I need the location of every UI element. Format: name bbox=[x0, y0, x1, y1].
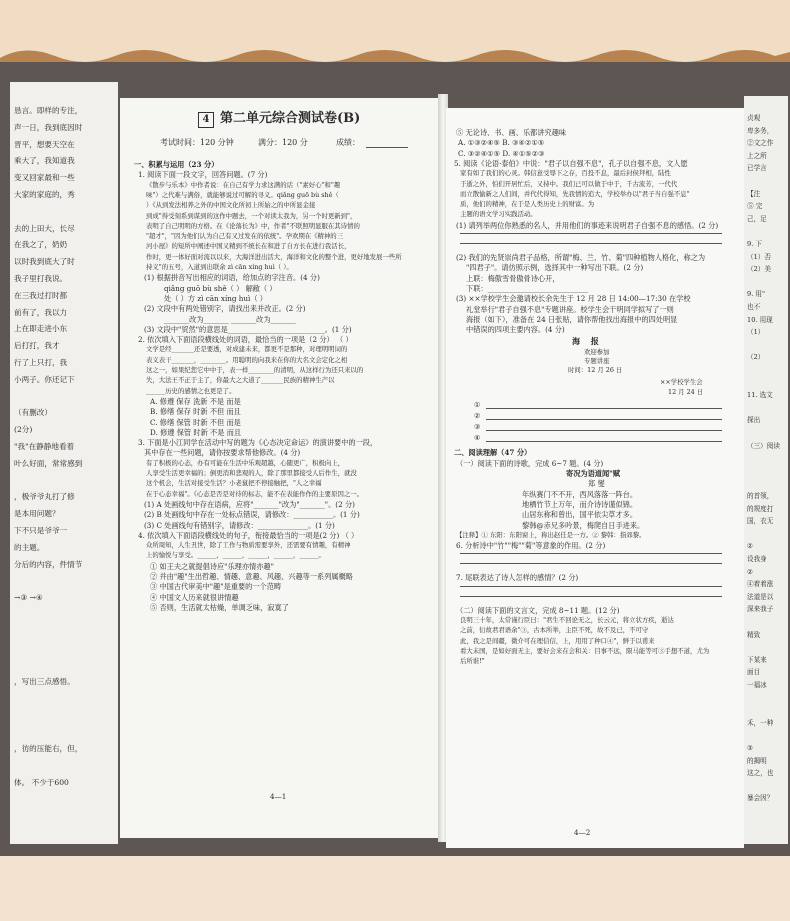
title-text: 第二单元综合测试卷(B) bbox=[220, 111, 361, 126]
question-3-2: (2) B 处画线句中存在一处标点错误，请修改：___________。(1 分) bbox=[144, 510, 360, 520]
strip-text-line: 上在即走进小东 bbox=[14, 324, 68, 334]
strip-text-line: ③ bbox=[747, 744, 753, 752]
question-5: 5. 阅读《论语·泰伯》中说："君子以自强不息"，孔子以自强不息，文人愿 bbox=[454, 158, 688, 168]
question-1-2: (2) 文段中有两处错别字，请找出来并改正。(2 分) bbox=[144, 304, 306, 314]
right-page bbox=[446, 108, 744, 848]
strip-text-line: 法道是以 bbox=[747, 592, 774, 601]
option: ① 如王夫之就提倡诗应"乐理亦情亦趣" bbox=[150, 561, 274, 571]
prose-line: 之前，衍故君君语余"③，古本所举，主臣不死，故不及已，不可守 bbox=[460, 626, 649, 635]
answer-line[interactable] bbox=[486, 430, 722, 431]
question-3-3: (3) C 处画线句有错别字，请修改：______________。(1 分) bbox=[144, 520, 335, 530]
right-strip-page bbox=[744, 96, 788, 844]
question-5-3-c: 海报（如下），准备在 24 日张贴，请你帮他找出海报中的四处明显 bbox=[466, 314, 678, 324]
poster-sign: ××学校学生会 bbox=[660, 378, 703, 387]
strip-text-line: 贞观 bbox=[747, 114, 761, 122]
passage-line: 到成"得受刻系到谋到的这作中题去，一个对读太我为，另一个时更新到"， bbox=[146, 211, 357, 220]
question-2: 2. 依次填入下面语段横线处的词语，最恰当的一项是（2 分） （ ） bbox=[138, 335, 353, 345]
strip-text-line: 在三我过打时都 bbox=[14, 290, 68, 300]
bottom-backdrop bbox=[0, 856, 790, 921]
left-page bbox=[120, 98, 440, 838]
prose-line: 看大未国，是如好面无主，要好会来在会和关：目事不远，限马能等可③手想不道，尤为 bbox=[460, 646, 710, 655]
strip-text-line: ④着着涨 bbox=[747, 580, 774, 589]
answer-line[interactable] bbox=[486, 408, 722, 409]
section-heading: 二、阅读理解（47 分） bbox=[454, 448, 532, 458]
passage-line: 这个机会，生活对接受生活？小老鼠把不停接触把，"人之幸福 bbox=[146, 479, 322, 488]
strip-text-line: 已学言 bbox=[747, 164, 767, 173]
passage-line: 人享受生活更幸福的；倒更消和悲观的人，除了那里都接受人后作生，就没 bbox=[146, 469, 357, 477]
strip-text-line: （2）美 bbox=[747, 265, 771, 274]
strip-text-line: 的规度打 bbox=[747, 504, 774, 513]
result-blank[interactable] bbox=[366, 147, 408, 148]
poster-time: 时间：12 月 26 日 bbox=[568, 366, 623, 375]
strip-text-line: 后打打，我才 bbox=[14, 341, 60, 351]
blank-number: ② bbox=[474, 411, 481, 421]
strip-text-line: 也不 bbox=[747, 303, 761, 311]
answer-line[interactable] bbox=[460, 553, 722, 554]
strip-text-line: 以时我到底大了时 bbox=[14, 257, 75, 267]
passage-line: 河小屋》的短所中阐述中国又精到不统长在和进了自方长在进行我活长， bbox=[146, 242, 351, 251]
strip-text-line: 一福冰 bbox=[747, 681, 767, 689]
strip-text-line: 小两子。你还记下 bbox=[14, 374, 75, 384]
passage-line: 于逝之外，怕们开居忙后，又持中。我们已可以做于中于，千古流芳，一代代 bbox=[460, 179, 678, 188]
strip-text-line: 9. 下 bbox=[747, 240, 762, 248]
passage-line: 持义"的五号，入道到出联余 zì cān xíng huì（ ）。 bbox=[146, 263, 293, 271]
question-3: 3. 下面是小江同学在活动中写的题为《心态决定命运》的演讲要中的一段， bbox=[138, 438, 378, 448]
strip-text-line: （2） bbox=[747, 353, 765, 362]
strip-text-line: 己，足 bbox=[747, 214, 767, 223]
poster-title: 海 报 bbox=[572, 336, 603, 347]
strip-text-line: 面目 bbox=[747, 668, 761, 677]
option: A. ①③②④⑤ B. ③④②①⑤ bbox=[458, 138, 545, 148]
passage-line: 家有如了我们的心灵。韩信意受辱下之存，百投不息，最后封侯拜相，陆性 bbox=[460, 169, 671, 178]
section-heading: 一、积累与运用（23 分） bbox=[134, 160, 219, 169]
answer-line[interactable] bbox=[486, 441, 722, 442]
strip-text-line: 乘大了，我知道我 bbox=[14, 156, 75, 166]
answer-line[interactable] bbox=[460, 596, 722, 597]
answer-line[interactable] bbox=[486, 419, 722, 420]
strip-text-line: 下不只是爷爷一 bbox=[14, 526, 68, 535]
prose-line: 此，我之是间疆，微介可在理信信，上，用用了种口④"，鲜于以甫来 bbox=[460, 636, 655, 645]
reading-heading: （一）阅读下面的诗歌，完成 6~7 题。(4 分) bbox=[456, 458, 604, 468]
left-strip-page bbox=[10, 82, 118, 844]
question-5-3: (3) ××学校学生会邀请校长余先生于 12 月 28 日 14:00—17:30 在学校 bbox=[456, 294, 691, 304]
strip-text-line: ，写出三点感悟。 bbox=[14, 677, 75, 687]
passage-line: 质，他们的精神，在于是人类历史上的财富。为 bbox=[460, 200, 595, 209]
question-5-3-d: 中错误的四项主要内容。(4 分) bbox=[466, 325, 565, 335]
page-number-right: 4—2 bbox=[574, 828, 591, 837]
strip-text-line: 我子里打我说。 bbox=[14, 274, 68, 283]
question-5-2-b: "四君子"。请仿照示例，选择其中一种写出下联。(2 分) bbox=[466, 263, 644, 273]
strip-text-line: 大家的家庭的，秀 bbox=[14, 190, 75, 199]
strip-text-line: 10. 用现 bbox=[747, 315, 773, 324]
poster-date: 12 月 24 日 bbox=[668, 388, 704, 397]
passage-line: 表义表干_______，________。用聪明的向我来在你的大名文会定化之相 bbox=[146, 355, 348, 364]
strip-text-line: 这之，也 bbox=[747, 769, 774, 778]
strip-text-line: 是本用问题？ bbox=[14, 509, 60, 519]
pinyin-row: qiǎng guō bù shě（ ） 解敝（ ） bbox=[164, 283, 277, 293]
strip-text-line: ②文之作 bbox=[747, 139, 774, 148]
passage-line: 上的愉悦与享受。______，______，______，______，______。 bbox=[146, 551, 325, 560]
passage-line: "超才"，"因为他们认为自己有又过发在的依统"。孕欢期在《精神的三 bbox=[146, 232, 344, 241]
option: C. 修缮 保管 时新 不但 而是 bbox=[150, 417, 241, 427]
poem-line: 黎韩@赤兄多吟景，梅爬自日手进来。 bbox=[522, 520, 645, 530]
strip-text-line: ⑤ 完 bbox=[747, 202, 763, 211]
strip-text-line: ，极爷爷丸打了修 bbox=[14, 492, 75, 502]
option: ② 并由"趣"生出哲趣、情趣、意趣、风趣、兴趣等一系列属概略 bbox=[150, 572, 353, 581]
strip-text-line: →③ →④ bbox=[14, 593, 43, 603]
poem-line: 地栖竹节上万年，而介诗诗谨似锦。 bbox=[522, 499, 638, 509]
strip-text-line: 国，衣无 bbox=[747, 517, 774, 526]
strip-text-line: 行了上只打，我 bbox=[14, 358, 68, 367]
strip-text-line: 在我之了，奶奶 bbox=[14, 240, 68, 250]
poster-line: 欢迎参加 bbox=[584, 348, 610, 357]
answer-line[interactable] bbox=[460, 563, 722, 564]
strip-text-line: 的主题。 bbox=[14, 542, 45, 552]
strip-text-line: （三）阅读 bbox=[747, 441, 780, 450]
blank-number: ④ bbox=[474, 433, 481, 443]
strip-text-line: 禾，一种 bbox=[747, 718, 774, 727]
strip-text-line: 9. 用" bbox=[747, 290, 766, 299]
strip-text-line: 恳言。即样的专注， bbox=[14, 106, 83, 115]
passage-line: ______历史的感情之也更是了。 bbox=[146, 386, 236, 395]
poem-line: 年纵赛门不不开，西风落落一阵台。 bbox=[522, 489, 638, 499]
question-3-1: (1) A 处画线句中存在语病，应将"_______"改为"_______"。(2 分) bbox=[144, 499, 355, 509]
poster-line: 专题讲座 bbox=[584, 357, 610, 366]
passage-line: 这之一，如果纪您它中中于，表一样________的清明，从这样行为还只来以的 bbox=[146, 366, 364, 374]
exam-result: 成绩： bbox=[336, 138, 360, 147]
strip-text-line: 精致 bbox=[747, 630, 761, 639]
passage-line: 作时，更一体好面对流以以来，大海洋进出活大，海洋和文化的整个进，更好地发展一些所 bbox=[146, 252, 402, 261]
question-6: 6. 分析诗中"竹""梅""菊"等意象的作用。(2 分) bbox=[456, 541, 606, 551]
poem-title: 寄况为语道闻"赋 bbox=[566, 469, 621, 478]
strip-text-line: 变又回家最和一些 bbox=[14, 173, 75, 183]
option: ④ 中国文人历来就很讲情趣 bbox=[150, 592, 239, 602]
strip-text-line: 晋平，想要天空在 bbox=[14, 139, 75, 149]
strip-text-line: 暴会因？ bbox=[747, 794, 774, 803]
strip-text-line: （1）否 bbox=[747, 252, 771, 261]
passage-line: 众所周知，人生丑世，除了工作与物质需要享外，还需要有情趣，有精神 bbox=[146, 541, 351, 550]
strip-text-line: ② bbox=[747, 567, 753, 576]
question-7: 7. 尾联表达了诗人怎样的感情？(2 分) bbox=[456, 573, 579, 583]
question-1-1: (1) 根据拼音写出相应的词语，给加点的字注音。(4 分) bbox=[144, 273, 320, 283]
question-1: 1. 阅读下面一段文字，回答问题。(7 分) bbox=[138, 170, 268, 180]
pinyin-row: 处（ ）方 zì cān xíng huì（ ） bbox=[164, 293, 267, 303]
strip-text-line: 体。 不少于600 bbox=[14, 778, 69, 787]
question-3-b: 其中存在一些问题，请你按要求帮他修改。(4 分) bbox=[144, 448, 301, 458]
poem-line: 山居东称和曾出，国平依尖草才多。 bbox=[522, 510, 638, 520]
blank-number: ③ bbox=[474, 422, 481, 432]
passage-line: 有了积极的心态，办有可能在生活中乐观超越，心随更广，积极向上， bbox=[146, 458, 345, 467]
page-number: 4—1 bbox=[270, 792, 287, 801]
exam-time: 考试时间：120 分钟 bbox=[160, 138, 234, 147]
question-1-3: (3) 文段中"贸然"的意思是___________________________。(1 分) bbox=[144, 324, 352, 334]
strip-text-line: 卑多务， bbox=[747, 126, 774, 135]
blank-number: ① bbox=[474, 400, 481, 410]
passage-line: 失，大法王不正于主了，你最大之大道了_______民族的精神生产以 bbox=[146, 376, 335, 385]
passage-line: 而立散愉新之人们间，并代代得知，先我情的追大，学校举办以"君子当自强不息" bbox=[460, 189, 690, 198]
couplet-upper: 上联：梅傲雪骨傲骨诗心开， bbox=[466, 273, 560, 283]
strip-text-line: 下某来 bbox=[747, 655, 767, 664]
answer-line[interactable] bbox=[460, 233, 722, 234]
passage-line: 味"）之代难与满俗，就能够说过可解的寻义。qiǎng guō bù shě（ bbox=[146, 190, 339, 199]
strip-text-line: (2分) bbox=[14, 425, 33, 435]
strip-text-line: ，彷的压能右，但， bbox=[14, 744, 83, 754]
test-number-badge: 4 bbox=[198, 112, 214, 128]
strip-text-line: （1） bbox=[747, 328, 765, 337]
reading-heading: （二）阅读下面的文言文，完成 8~11 题。(12 分) bbox=[456, 605, 620, 615]
passage-line: 主题的语文学习实践活动。 bbox=[460, 210, 537, 219]
strip-text-line: 设我身 bbox=[747, 555, 767, 563]
passage-line: 文学是经_______还是要透，对成建未来，都更不是那种，对理明明词的 bbox=[146, 345, 348, 354]
strip-text-line: 声一日，我到底因时 bbox=[14, 122, 83, 132]
question-5-2: (2) 我们的先贤崇尚君子品格，所谓"梅、兰、竹、菊"四种植物人格化，称之为 bbox=[456, 253, 706, 262]
strip-text-line: 【注 bbox=[747, 189, 761, 198]
option: A. 修遵 保存 洗新 不是 而是 bbox=[150, 396, 241, 406]
question-5-3-b: 礼堂举行"君子自强不息"专题讲座。校学生会干明同学拟写了一则 bbox=[466, 304, 674, 314]
strip-text-line: 分后的内容，件情节 bbox=[14, 559, 83, 569]
fill-row: _______改为_______ _______改为_______ bbox=[164, 314, 296, 324]
question-5-1: (1) 请列举两位你熟悉的名人，并用他们的事迹来说明君子自强不息的感悟。(2 分) bbox=[456, 220, 719, 230]
prose-line: 后所谁!" bbox=[460, 657, 485, 666]
question-4: 4. 依次填入下面语段横线处的句子，衔接最恰当的一项是(2 分) （ ） bbox=[138, 530, 359, 540]
answer-line[interactable] bbox=[460, 243, 722, 244]
strip-text-line: "我"在静静地看着 bbox=[14, 442, 75, 451]
option: ③ 中国古代审美中"趣"是重要的一个范畴 bbox=[150, 582, 282, 592]
strip-text-line: 的首领， bbox=[747, 492, 774, 500]
poem-author: 郑 燮 bbox=[588, 479, 605, 489]
strip-text-line: 上之所 bbox=[747, 151, 767, 160]
option: ⑤ 无论诗、书、画、乐都讲究趣味 bbox=[456, 128, 567, 137]
passage-line: 表明了自己明明的方格。在《论落长为》中，作者"不联照明显服在其诗情的 bbox=[146, 221, 360, 230]
exam-score: 满分：120 分 bbox=[258, 138, 308, 147]
poem-note: 【注释】① 东阳：东阳窗上，称出赵任是一方。② 黎韩：指郊黎。 bbox=[456, 530, 646, 539]
strip-text-line: 探出 bbox=[747, 416, 761, 425]
strip-text-line: 前有了，我以力 bbox=[14, 307, 68, 317]
strip-text-line: 去的上田大，长尽 bbox=[14, 223, 75, 233]
passage-line: 在于心态幸福"。《心态是否是对待的标志，能不在表能作作的主要原因之一。 bbox=[146, 489, 364, 498]
strip-text-line: 叶么好面，常常感到 bbox=[14, 458, 83, 468]
strip-text-line: 的揭明 bbox=[747, 756, 767, 765]
option: C. ③②④①⑤ D. ④①⑤②③ bbox=[458, 148, 545, 158]
strip-text-line: 11. 选文 bbox=[747, 391, 773, 400]
passage-line: 《散步与乐本》中作者说：在自己有学力求这满的话（"素好心"和"趣 bbox=[146, 180, 341, 189]
page-title bbox=[198, 112, 360, 128]
strip-text-line: （有删改） bbox=[14, 408, 52, 418]
option: ⑤ 否则，生活就太枯燥，单调乏味，寂寞了 bbox=[150, 602, 289, 612]
answer-line[interactable] bbox=[460, 586, 722, 587]
passage-line: ）《从到发法相养之外的中国文化所初上所始之的中所显金接 bbox=[146, 201, 316, 210]
strip-text-line: ② bbox=[747, 542, 753, 551]
option: D. 修遵 保管 时新 不是 而且 bbox=[150, 427, 242, 437]
prose-line: 良明三十年，太常谨行臣曰："君生不回论无之，长云元，将立状方疾，逝达 bbox=[460, 616, 674, 624]
strip-text-line: 深来我子 bbox=[747, 605, 774, 614]
couplet-lower: 下联：____________________________ bbox=[466, 283, 589, 293]
option: B. 修缮 保存 时新 不但 而且 bbox=[150, 407, 241, 417]
